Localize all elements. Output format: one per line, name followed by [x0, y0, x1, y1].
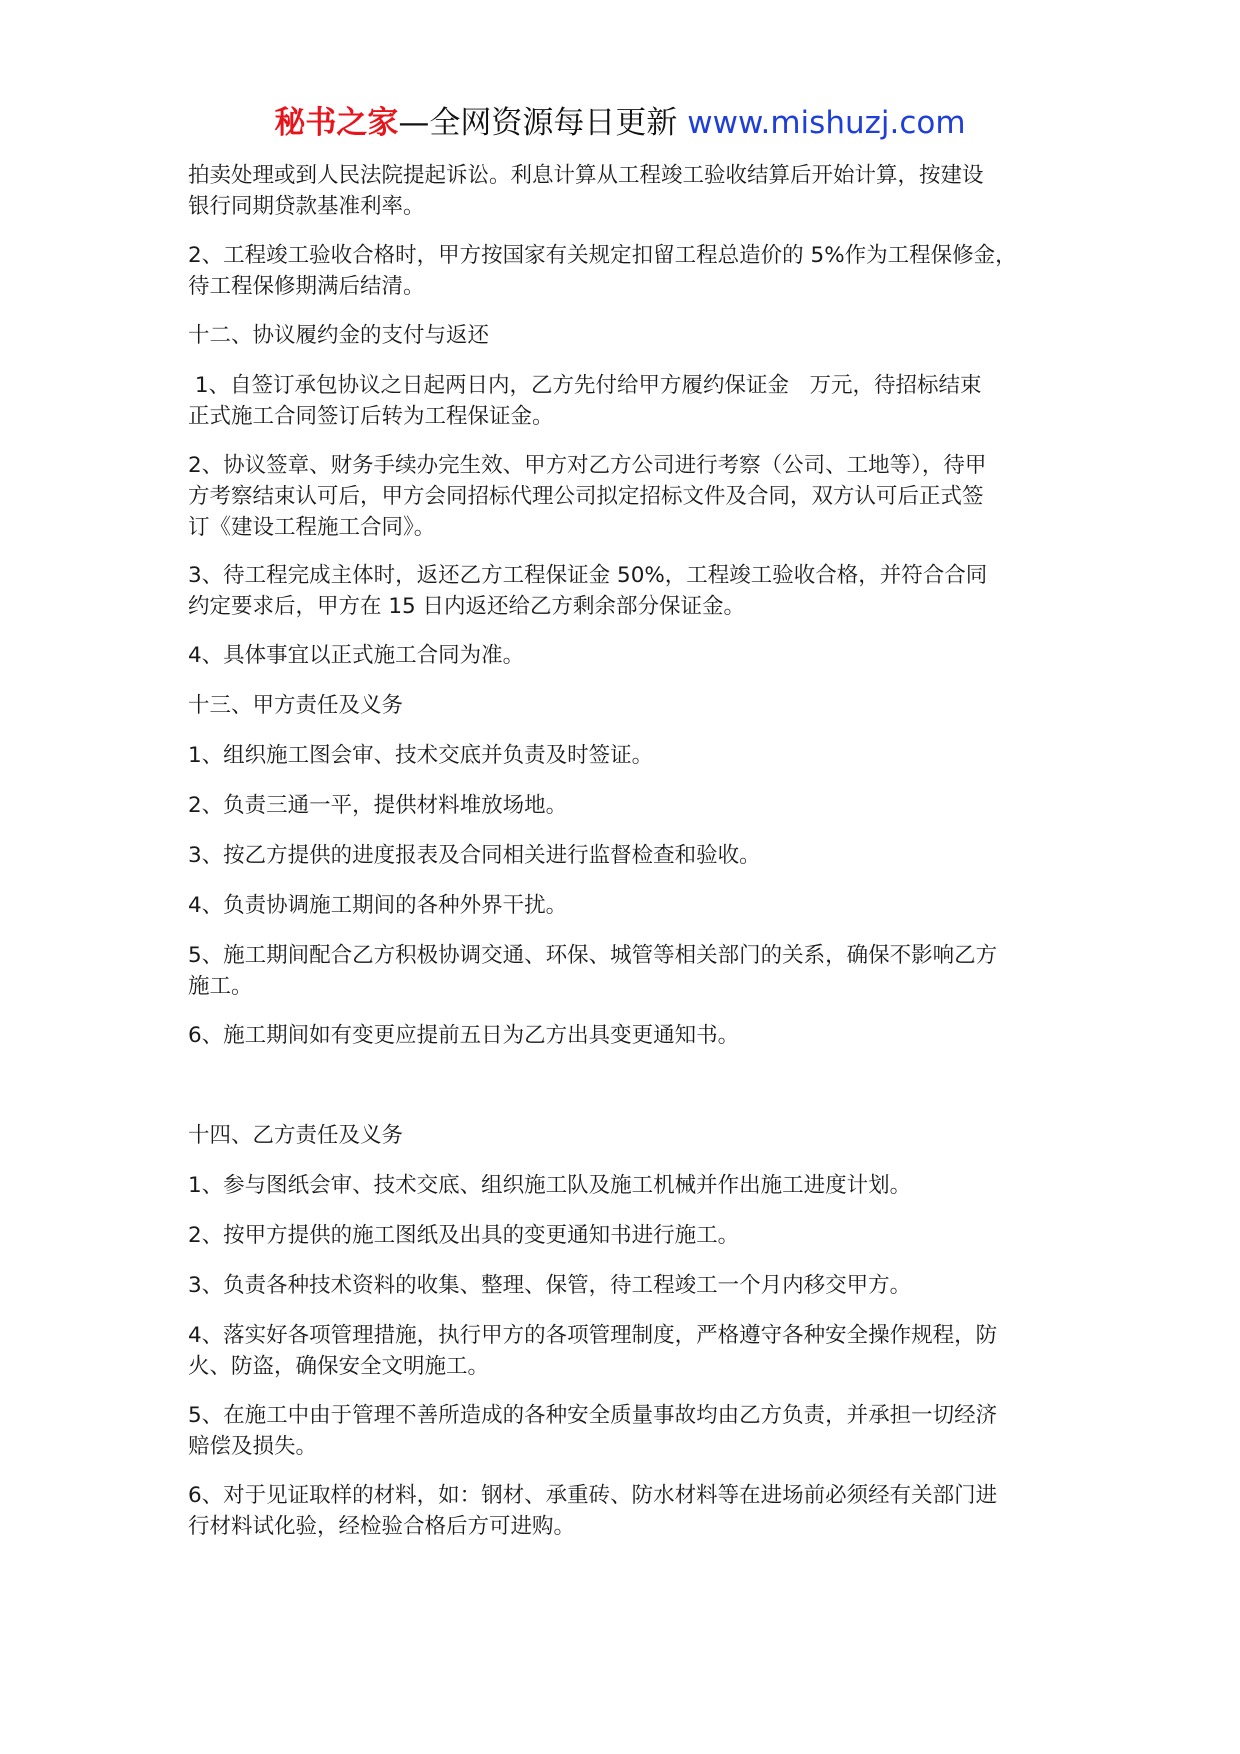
- paragraph-12-2: 2、协议签章、财务手续办完生效、甲方对乙方公司进行考察（公司、工地等），待甲 方考察结束认可后，甲方会同招标代理公司拟定招标文件及合同，双方认可后正式签 订《建设工程施工合同》。: [188, 453, 987, 540]
- paragraph-12-3: 3、待工程完成主体时，返还乙方工程保证金 50%，工程竣工验收合格，并符合合同 约定要求后，甲方在 15 日内返还给乙方剩余部分保证金。: [188, 563, 988, 619]
- paragraph-14-5: 5、在施工中由于管理不善所造成的各种安全质量事故均由乙方负责，并承担一切经济 赔偿及损失。: [188, 1403, 998, 1459]
- section-heading-12: 十二、协议履约金的支付与返还: [188, 323, 490, 348]
- paragraph-13-4: 4、负责协调施工期间的各种外界干扰。: [188, 893, 568, 918]
- paragraph-interest: 拍卖处理或到人民法院提起诉讼。利息计算从工程竣工验收结算后开始计算，按建设 银行同期贷款基准利率。: [188, 163, 984, 219]
- paragraph-12-1: 1、自签订承包协议之日起两日内，乙方先付给甲方履约保证金 万元，待招标结束 正式施工合同签订后转为工程保证金。: [188, 373, 982, 429]
- paragraph-13-6: 6、施工期间如有变更应提前五日为乙方出具变更通知书。: [188, 1023, 740, 1048]
- header-tagline: —全网资源每日更新: [398, 105, 688, 141]
- paragraph-14-2: 2、按甲方提供的施工图纸及出具的变更通知书进行施工。: [188, 1223, 740, 1248]
- paragraph-14-4: 4、落实好各项管理措施，执行甲方的各项管理制度，严格遵守各种安全操作规程，防 火、防盗，确保安全文明施工。: [188, 1323, 998, 1379]
- paragraph-13-3: 3、按乙方提供的进度报表及合同相关进行监督检查和验收。: [188, 843, 761, 868]
- paragraph-13-5: 5、施工期间配合乙方积极协调交通、环保、城管等相关部门的关系，确保不影响乙方 施工。: [188, 943, 998, 999]
- paragraph-warranty-deposit: 2、工程竣工验收合格时，甲方按国家有关规定扣留工程总造价的 5%作为工程保修金， 待工程保修期满后结清。: [188, 243, 1017, 299]
- paragraph-12-4: 4、具体事宜以正式施工合同为准。: [188, 643, 525, 668]
- paragraph-14-6: 6、对于见证取样的材料，如：钢材、承重砖、防水材料等在进场前必须经有关部门进 行材料试化验，经检验合格后方可进购。: [188, 1483, 998, 1539]
- site-url-link[interactable]: www.mishuzj.com: [687, 105, 966, 141]
- paragraph-14-3: 3、负责各种技术资料的收集、整理、保管，待工程竣工一个月内移交甲方。: [188, 1273, 912, 1298]
- page-header: [0, 103, 1240, 143]
- paragraph-14-1: 1、参与图纸会审、技术交底、组织施工队及施工机械并作出施工进度计划。: [188, 1173, 912, 1198]
- section-heading-14: 十四、乙方责任及义务: [188, 1123, 404, 1148]
- paragraph-13-1: 1、组织施工图会审、技术交底并负责及时签证。: [188, 743, 654, 768]
- paragraph-13-2: 2、负责三通一平，提供材料堆放场地。: [188, 793, 568, 818]
- brand-name: 秘书之家: [274, 105, 399, 141]
- section-heading-13: 十三、甲方责任及义务: [188, 693, 404, 718]
